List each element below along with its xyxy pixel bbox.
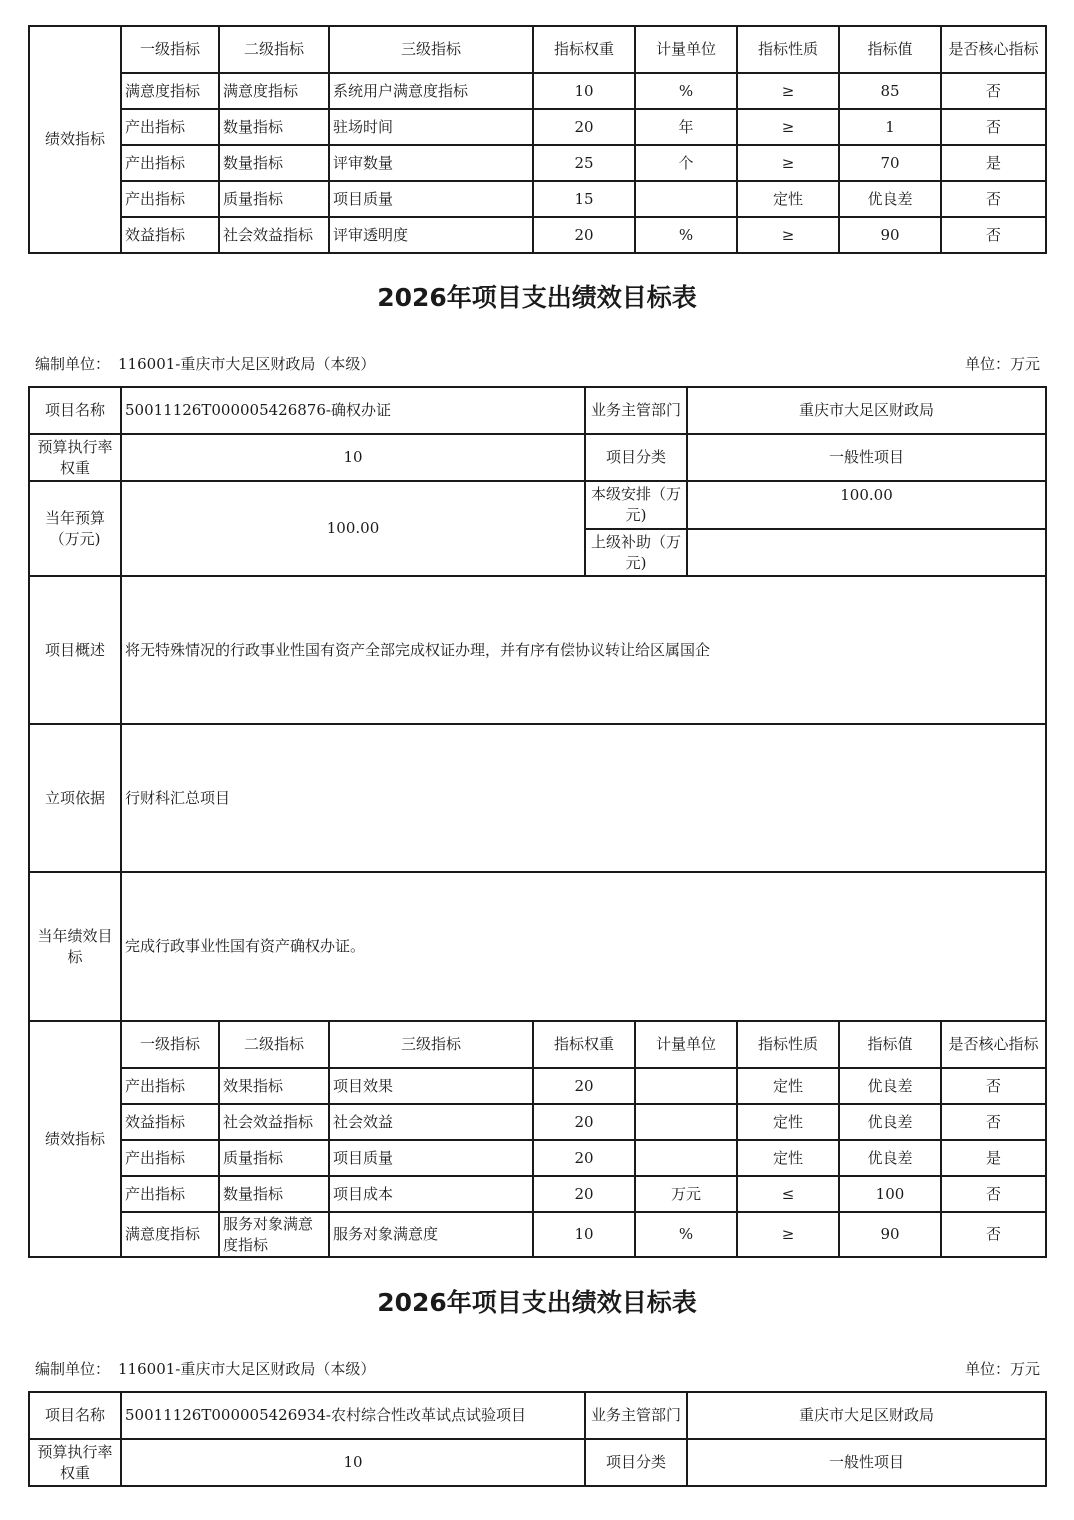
superior-subsidy-value — [687, 529, 1046, 576]
cell-value: 100 — [839, 1176, 941, 1212]
cell-level3: 项目质量 — [329, 1140, 533, 1176]
cell-level2: 质量指标 — [219, 1140, 329, 1176]
table-row — [29, 1140, 1046, 1176]
project-info-table-2 — [28, 386, 1047, 1022]
header-unit: 计量单位 — [635, 1021, 737, 1068]
cell-level2: 满意度指标 — [219, 73, 329, 109]
page-title: 2026年项目支出绩效目标表 — [377, 1288, 697, 1317]
performance-indicators-label: 绩效指标 — [29, 26, 121, 253]
cell-level3: 系统用户满意度指标 — [329, 73, 533, 109]
cell-nature: 定性 — [737, 181, 839, 217]
cell-level2: 数量指标 — [219, 1176, 329, 1212]
cell-core: 否 — [941, 109, 1046, 145]
cell-core: 是 — [941, 1140, 1046, 1176]
project-basis-value: 行财科汇总项目 — [121, 724, 1046, 872]
annual-goal-value: 完成行政事业性国有资产确权办证。 — [121, 872, 1046, 1021]
exec-rate-weight-value: 10 — [121, 434, 585, 481]
project-category-label: 项目分类 — [585, 1439, 687, 1486]
table-row — [29, 217, 1046, 253]
header-level1: 一级指标 — [121, 26, 219, 73]
cell-weight: 15 — [533, 181, 635, 217]
cell-level3: 评审透明度 — [329, 217, 533, 253]
local-arrangement-label: 本级安排（万元) — [585, 481, 687, 529]
page-title: 2026年项目支出绩效目标表 — [377, 283, 697, 312]
header-level3: 三级指标 — [329, 1021, 533, 1068]
cell-level3: 评审数量 — [329, 145, 533, 181]
cell-level2: 社会效益指标 — [219, 1104, 329, 1140]
cell-level3: 项目成本 — [329, 1176, 533, 1212]
cell-unit — [635, 1068, 737, 1104]
cell-level3: 项目效果 — [329, 1068, 533, 1104]
project-category-value: 一般性项目 — [687, 1439, 1046, 1486]
header-core: 是否核心指标 — [941, 26, 1046, 73]
header-level2: 二级指标 — [219, 1021, 329, 1068]
cell-level2: 数量指标 — [219, 109, 329, 145]
department-value: 重庆市大足区财政局 — [687, 387, 1046, 434]
cell-core: 否 — [941, 217, 1046, 253]
cell-value: 优良差 — [839, 181, 941, 217]
compiler-value: 116001-重庆市大足区财政局（本级） — [118, 355, 376, 373]
project-name-label: 项目名称 — [29, 1392, 121, 1439]
cell-level3: 项目质量 — [329, 181, 533, 217]
header-level2: 二级指标 — [219, 26, 329, 73]
cell-level1: 产出指标 — [121, 1068, 219, 1104]
cell-unit: % — [635, 217, 737, 253]
project-basis-label: 立项依据 — [29, 724, 121, 872]
cell-nature: 定性 — [737, 1104, 839, 1140]
cell-weight: 10 — [533, 73, 635, 109]
cell-core: 否 — [941, 73, 1046, 109]
cell-nature: ≥ — [737, 217, 839, 253]
table-row — [29, 109, 1046, 145]
cell-weight: 20 — [533, 1068, 635, 1104]
project-overview-value: 将无特殊情况的行政事业性国有资产全部完成权证办理，并有序有偿协议转让给区属国企 — [121, 576, 1046, 724]
cell-level2: 服务对象满意度指标 — [219, 1212, 329, 1257]
table-row — [29, 1104, 1046, 1140]
header-value: 指标值 — [839, 26, 941, 73]
table-row — [29, 1068, 1046, 1104]
department-value: 重庆市大足区财政局 — [687, 1392, 1046, 1439]
cell-core: 否 — [941, 1212, 1046, 1257]
annual-goal-label: 当年绩效目标 — [29, 872, 121, 1021]
project-overview-label: 项目概述 — [29, 576, 121, 724]
cell-unit: % — [635, 73, 737, 109]
cell-core: 否 — [941, 181, 1046, 217]
current-budget-label: 当年预算（万元) — [29, 481, 121, 576]
compiler-unit — [35, 353, 375, 374]
cell-unit: 个 — [635, 145, 737, 181]
table-row — [29, 1212, 1046, 1257]
cell-nature: 定性 — [737, 1068, 839, 1104]
cell-nature: 定性 — [737, 1140, 839, 1176]
cell-unit — [635, 181, 737, 217]
exec-rate-weight-value: 10 — [121, 1439, 585, 1486]
cell-core: 是 — [941, 145, 1046, 181]
cell-value: 优良差 — [839, 1140, 941, 1176]
cell-level2: 社会效益指标 — [219, 217, 329, 253]
cell-level1: 产出指标 — [121, 181, 219, 217]
cell-nature: ≥ — [737, 109, 839, 145]
cell-weight: 20 — [533, 217, 635, 253]
local-arrangement-value: 100.00 — [687, 481, 1046, 529]
cell-unit: 万元 — [635, 1176, 737, 1212]
cell-core: 否 — [941, 1068, 1046, 1104]
cell-level3: 驻场时间 — [329, 109, 533, 145]
cell-unit — [635, 1104, 737, 1140]
cell-level1: 产出指标 — [121, 1176, 219, 1212]
cell-level1: 产出指标 — [121, 109, 219, 145]
cell-unit — [635, 1140, 737, 1176]
cell-unit: 年 — [635, 109, 737, 145]
indicator-table-2 — [28, 1020, 1047, 1258]
cell-value: 90 — [839, 217, 941, 253]
header-nature: 指标性质 — [737, 1021, 839, 1068]
cell-level3: 服务对象满意度 — [329, 1212, 533, 1257]
cell-level2: 数量指标 — [219, 145, 329, 181]
header-level3: 三级指标 — [329, 26, 533, 73]
indicator-table-1 — [28, 25, 1047, 254]
department-label: 业务主管部门 — [585, 387, 687, 434]
cell-weight: 20 — [533, 1104, 635, 1140]
header-weight: 指标权重 — [533, 1021, 635, 1068]
cell-level1: 满意度指标 — [121, 1212, 219, 1257]
project-category-value: 一般性项目 — [687, 434, 1046, 481]
header-core: 是否核心指标 — [941, 1021, 1046, 1068]
cell-weight: 25 — [533, 145, 635, 181]
cell-nature: ≥ — [737, 145, 839, 181]
header-value: 指标值 — [839, 1021, 941, 1068]
table-row — [29, 1176, 1046, 1212]
cell-nature: ≤ — [737, 1176, 839, 1212]
cell-level3: 社会效益 — [329, 1104, 533, 1140]
superior-subsidy-label: 上级补助（万元) — [585, 529, 687, 576]
cell-level1: 效益指标 — [121, 1104, 219, 1140]
cell-nature: ≥ — [737, 1212, 839, 1257]
project-info-table-3 — [28, 1391, 1047, 1487]
table-row — [29, 73, 1046, 109]
cell-level2: 效果指标 — [219, 1068, 329, 1104]
cell-nature: ≥ — [737, 73, 839, 109]
cell-unit: % — [635, 1212, 737, 1257]
cell-core: 否 — [941, 1176, 1046, 1212]
cell-weight: 20 — [533, 109, 635, 145]
cell-value: 1 — [839, 109, 941, 145]
project-name-label: 项目名称 — [29, 387, 121, 434]
cell-level1: 满意度指标 — [121, 73, 219, 109]
cell-value: 90 — [839, 1212, 941, 1257]
cell-level1: 效益指标 — [121, 217, 219, 253]
table-row — [29, 181, 1046, 217]
compiler-label: 编制单位： — [35, 355, 111, 373]
unit-label: 单位：万元 — [964, 1360, 1040, 1378]
unit-label: 单位：万元 — [964, 355, 1040, 373]
cell-weight: 20 — [533, 1140, 635, 1176]
compiler-value: 116001-重庆市大足区财政局（本级） — [118, 1360, 376, 1378]
exec-rate-weight-label: 预算执行率权重 — [29, 434, 121, 481]
project-name-value: 50011126T000005426934-农村综合性改革试点试验项目 — [121, 1392, 585, 1439]
table-row — [29, 145, 1046, 181]
header-nature: 指标性质 — [737, 26, 839, 73]
cell-weight: 10 — [533, 1212, 635, 1257]
current-budget-value: 100.00 — [121, 481, 585, 576]
cell-value: 优良差 — [839, 1104, 941, 1140]
cell-weight: 20 — [533, 1176, 635, 1212]
cell-level2: 质量指标 — [219, 181, 329, 217]
header-unit: 计量单位 — [635, 26, 737, 73]
cell-value: 85 — [839, 73, 941, 109]
cell-value: 优良差 — [839, 1068, 941, 1104]
header-level1: 一级指标 — [121, 1021, 219, 1068]
compiler-unit — [35, 1358, 375, 1379]
project-name-value: 50011126T000005426876-确权办证 — [121, 387, 585, 434]
cell-value: 70 — [839, 145, 941, 181]
performance-indicators-label: 绩效指标 — [29, 1021, 121, 1257]
cell-level1: 产出指标 — [121, 1140, 219, 1176]
compiler-label: 编制单位： — [35, 1360, 111, 1378]
cell-core: 否 — [941, 1104, 1046, 1140]
exec-rate-weight-label: 预算执行率权重 — [29, 1439, 121, 1486]
project-category-label: 项目分类 — [585, 434, 687, 481]
header-weight: 指标权重 — [533, 26, 635, 73]
cell-level1: 产出指标 — [121, 145, 219, 181]
department-label: 业务主管部门 — [585, 1392, 687, 1439]
